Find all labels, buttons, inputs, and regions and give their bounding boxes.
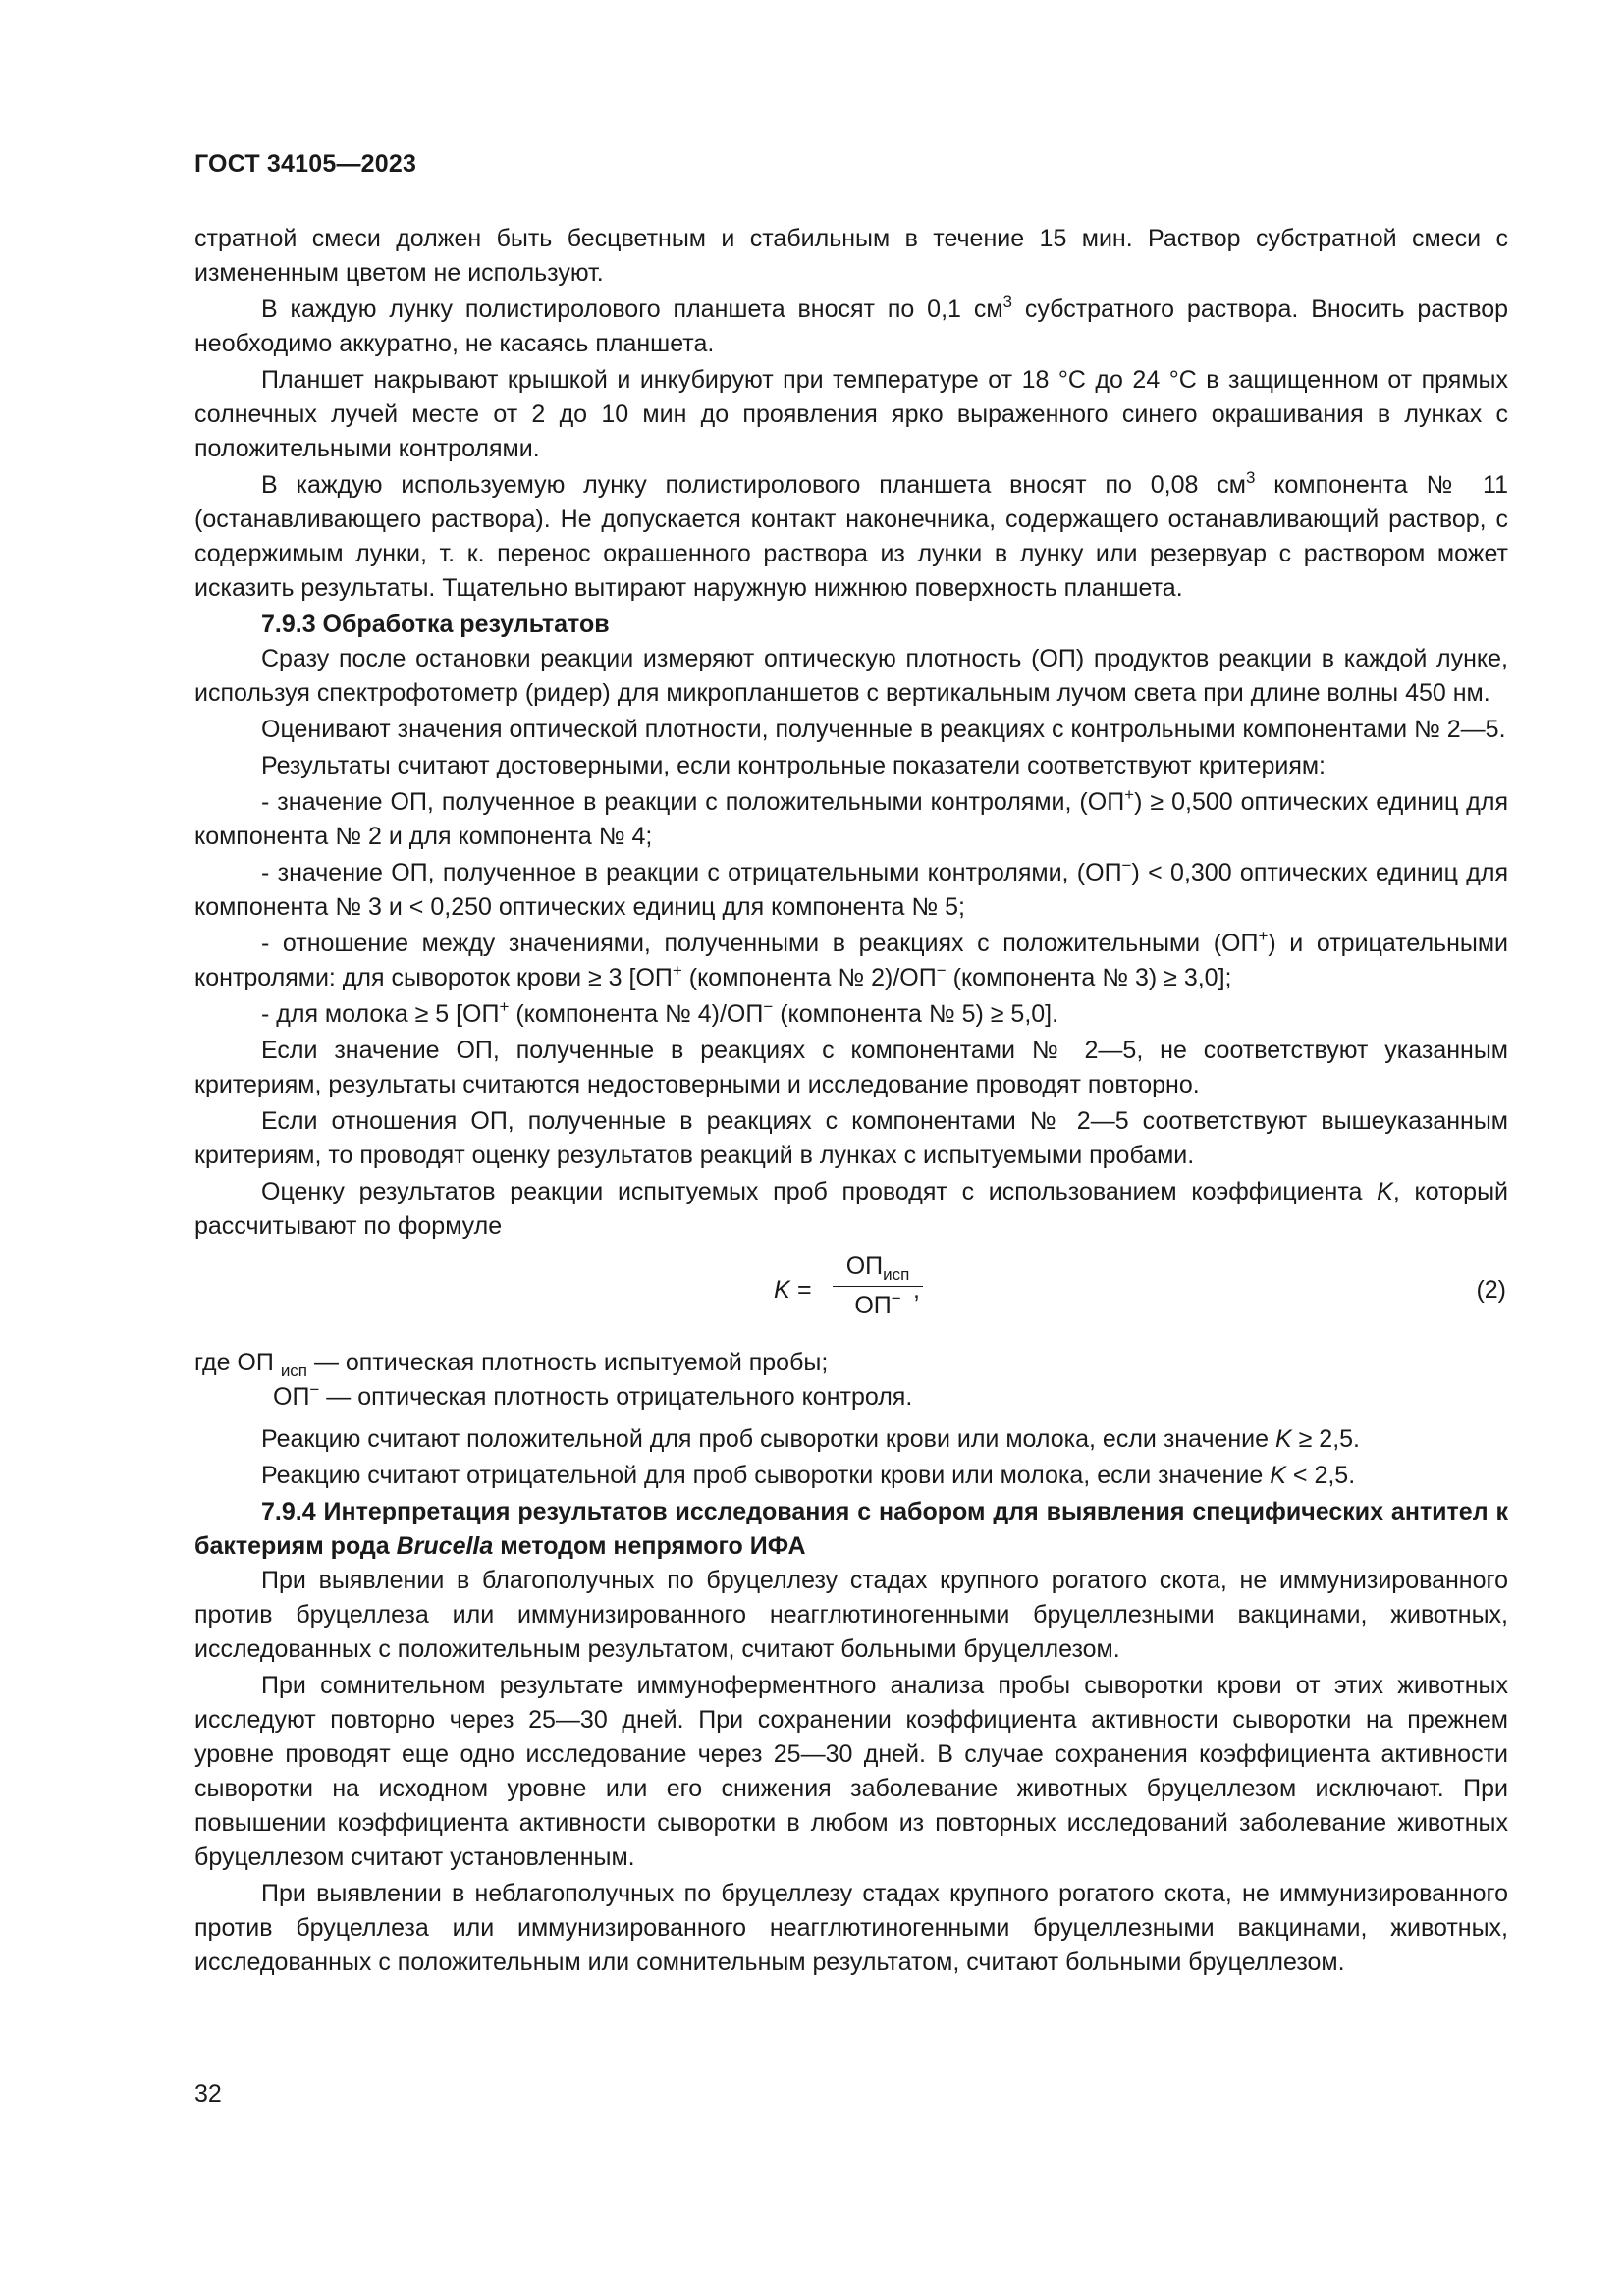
paragraph: Оценивают значения оптической плотности, полученные в реакциях с контрольными компонентами № 2—5. [261, 716, 1506, 743]
criteria-item: - отношение между значениями, полученными в реакциях с положительными (ОП+) и отрицательными контролями: для сывороток крови ≥ 3 [ОП+ (компонента № 2)/ОП− (компонента № 3) ≥ 3,0]; [194, 927, 1508, 991]
criteria-item: - значение ОП, полученное в реакции с отрицательными контролями, (ОП−) < 0,300 оптических единиц для компонента № 3 и < 0,250 оптических единиц для компонента № 5; [194, 856, 1508, 921]
formula-comma: , [913, 1276, 920, 1304]
paragraph: Реакцию считают положительной для проб сыворотки крови или молока, если значение K ≥ 2,5. [261, 1425, 1360, 1453]
paragraph: стратной смеси должен быть бесцветным и стабильным в течение 15 мин. Раствор субстратной смеси с измененным цветом не используют. [194, 225, 1508, 287]
formula-denominator: ОП− [854, 1289, 901, 1319]
section-heading-7-9-3: 7.9.3 Обработка результатов [261, 611, 610, 638]
formula-fraction [833, 1250, 923, 1323]
criteria-item: - значение ОП, полученное в реакции с положительными контролями, (ОП+) ≥ 0,500 оптических единиц для компонента № 2 и для компонента № 4; [194, 785, 1508, 850]
legend-item: ОП− — оптическая плотность отрицательного контроля. [273, 1380, 913, 1411]
paragraph: Если отношения ОП, полученные в реакциях с компонентами № 2—5 соответствуют вышеуказанным критериям, то проводят оценку результатов реакций в лунках с испытуемыми пробами. [194, 1107, 1508, 1169]
formula-numerator: $ОП_{исп}$ [833, 1250, 923, 1287]
paragraph: При выявлении в благополучных по бруцеллезу стадах крупного рогатого скота, не иммунизированного против бруцеллеза или иммунизированного неагглютиногенными бруцеллезными вакцинами, животных, исследованных с положительным результатом, считают больными бруцеллезом. [194, 1567, 1508, 1663]
formula-2 [194, 1248, 1508, 1342]
paragraph: При сомнительном результате иммуноферментного анализа пробы сыворотки крови от этих животных исследуют повторно через 25—30 дней. При сохранении коэффициента активности сыворотки на прежнем уровне проводят еще одно исследование через 25—30 дней. В случае сохранения коэффициента активности сыворотки на исходном уровне или его снижения заболевание животных бруцеллезом исключают. При повышении коэффициента активности сыворотки в любом из повторных исследований заболевание животных бруцеллезом считают установленным. [194, 1672, 1508, 1871]
paragraph: Оценку результатов реакции испытуемых проб проводят с использованием коэффициента K, который рассчитывают по формуле [194, 1178, 1509, 1240]
criteria-item: - для молока ≥ 5 [ОП+ (компонента № 4)/ОП− (компонента № 5) ≥ 5,0]. [261, 997, 1059, 1028]
paragraph: Результаты считают достоверными, если контрольные показатели соответствуют критериям: [261, 752, 1326, 779]
paragraph: В каждую используемую лунку полистиролового планшета вносят по 0,08 $см^3$ компонента № 11 (останавливающего раствора). Не допускается контакт наконечника, содержащего останавливающий раствор, с содержимым лунки, т. к. перенос окрашенного раствора из лунки в лунку или резервуар с раствором может исказить результаты. Тщательно вытирают наружную нижнюю поверхность планшета. [194, 468, 1508, 602]
formula-legend [194, 1346, 1508, 1415]
paragraph: Если значение ОП, полученные в реакциях с компонентами № 2—5, не соответствуют указанным критериям, результаты считаются недостоверными и исследование проводят повторно. [194, 1037, 1508, 1098]
document-body [194, 222, 1508, 1982]
section-heading-7-9-4: 7.9.4 Интерпретация результатов исследования с набором для выявления специфических антител к бактериям рода Brucella методом непрямого ИФА [194, 1498, 1508, 1560]
formula-lhs: K [774, 1276, 790, 1304]
legend-item: где ОП $_{исп}$ — оптическая плотность испытуемой пробы; [194, 1349, 829, 1380]
page-number: 32 [194, 2080, 222, 2108]
paragraph: В каждую лунку полистиролового планшета вносят по 0,1 $см^3$ субстратного раствора. Вносить раствор необходимо аккуратно, не касаясь планшета. [194, 293, 1508, 357]
paragraph: Планшет накрывают крышкой и инкубируют при температуре от 18 °С до 24 °С в защищенном от прямых солнечных лучей месте от 2 до 10 мин до проявления ярко выраженного синего окрашивания в лунках с положительными контролями. [194, 366, 1508, 462]
formula-number: (2) [1476, 1276, 1506, 1304]
paragraph: При выявлении в неблагополучных по бруцеллезу стадах крупного рогатого скота, не иммунизированного против бруцеллеза или иммунизированного неагглютиногенными бруцеллезными вакцинами, животных, исследованных с положительным или сомнительным результатом, считают больными бруцеллезом. [194, 1880, 1508, 1976]
paragraph: Сразу после остановки реакции измеряют оптическую плотность (ОП) продуктов реакции в каждой лунке, используя спектрофотометр (ридер) для микропланшетов с вертикальным лучом света при длине волны 450 нм. [194, 645, 1508, 707]
document-header: ГОСТ 34105—2023 [194, 150, 417, 178]
paragraph: Реакцию считают отрицательной для проб сыворотки крови или молока, если значение K < 2,5. [261, 1462, 1356, 1489]
formula-equals: = [797, 1276, 812, 1304]
